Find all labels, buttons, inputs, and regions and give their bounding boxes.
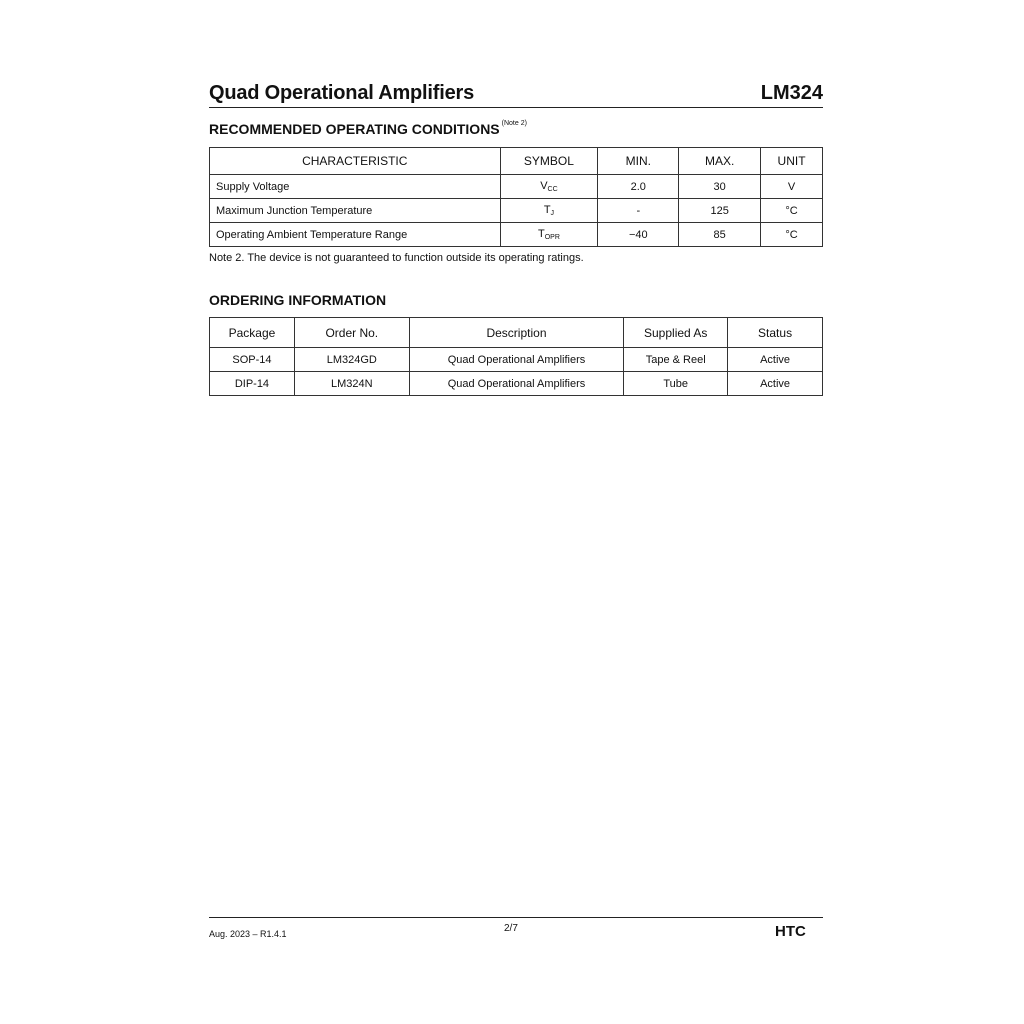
operating-conditions-note: Note 2. The device is not guaranteed to function outside its operating ratings. [209,252,584,264]
column-header: UNIT [761,148,823,175]
table-row [210,372,823,396]
table-row [210,348,823,372]
symbol-main: T [543,204,551,216]
operating-conditions-table [209,147,823,247]
characteristic-cell: Supply Voltage [210,175,501,199]
order-no-cell: LM324GD [294,348,409,372]
column-header: Order No. [294,318,409,348]
min-cell: - [598,199,679,223]
column-header: MIN. [598,148,679,175]
ordering-information-table [209,317,823,396]
order-no-cell: LM324N [294,372,409,396]
supplied-as-cell: Tape & Reel [624,348,728,372]
roc-note-ref: (Note 2) [501,120,527,127]
column-header: Status [728,318,823,348]
package-cell: DIP-14 [210,372,295,396]
description-cell: Quad Operational Amplifiers [409,348,624,372]
table-header-row [210,318,823,348]
table-header-row [210,148,823,175]
characteristic-cell: Operating Ambient Temperature Range [210,223,501,247]
column-header: MAX. [679,148,761,175]
max-cell: 125 [679,199,761,223]
supplied-as-cell: Tube [624,372,728,396]
symbol-main: V [540,180,548,192]
column-header: CHARACTERISTIC [210,148,501,175]
ordering-section-title: ORDERING INFORMATION [209,292,387,308]
symbol-cell [500,199,598,223]
document-title: Quad Operational Amplifiers [209,82,475,104]
min-cell: 2.0 [598,175,679,199]
roc-title-text: RECOMMENDED OPERATING CONDITIONS [209,121,500,137]
table-row [210,199,823,223]
column-header: Description [409,318,624,348]
table-row [210,223,823,247]
part-number: LM324 [760,82,823,104]
symbol-subscript: CC [547,186,558,193]
status-cell: Active [728,348,823,372]
symbol-main: T [537,228,545,240]
symbol-subscript: J [550,210,555,217]
roc-section-title [209,121,527,137]
footer-divider [209,917,823,918]
page-number: 2/7 [504,923,518,934]
column-header: Package [210,318,295,348]
page-header [209,82,823,108]
symbol-subscript: OPR [544,234,560,241]
column-header: SYMBOL [500,148,598,175]
unit-cell: V [761,175,823,199]
max-cell: 85 [679,223,761,247]
footer-date-revision: Aug. 2023 – R1.4.1 [209,929,287,939]
status-cell: Active [728,372,823,396]
unit-cell: °C [761,223,823,247]
package-cell: SOP-14 [210,348,295,372]
min-cell: −40 [598,223,679,247]
characteristic-cell: Maximum Junction Temperature [210,199,501,223]
column-header: Supplied As [624,318,728,348]
max-cell: 30 [679,175,761,199]
description-cell: Quad Operational Amplifiers [409,372,624,396]
brand-logo-text: HTC [775,923,806,940]
unit-cell: °C [761,199,823,223]
table-row [210,175,823,199]
symbol-cell [500,175,598,199]
symbol-cell [500,223,598,247]
